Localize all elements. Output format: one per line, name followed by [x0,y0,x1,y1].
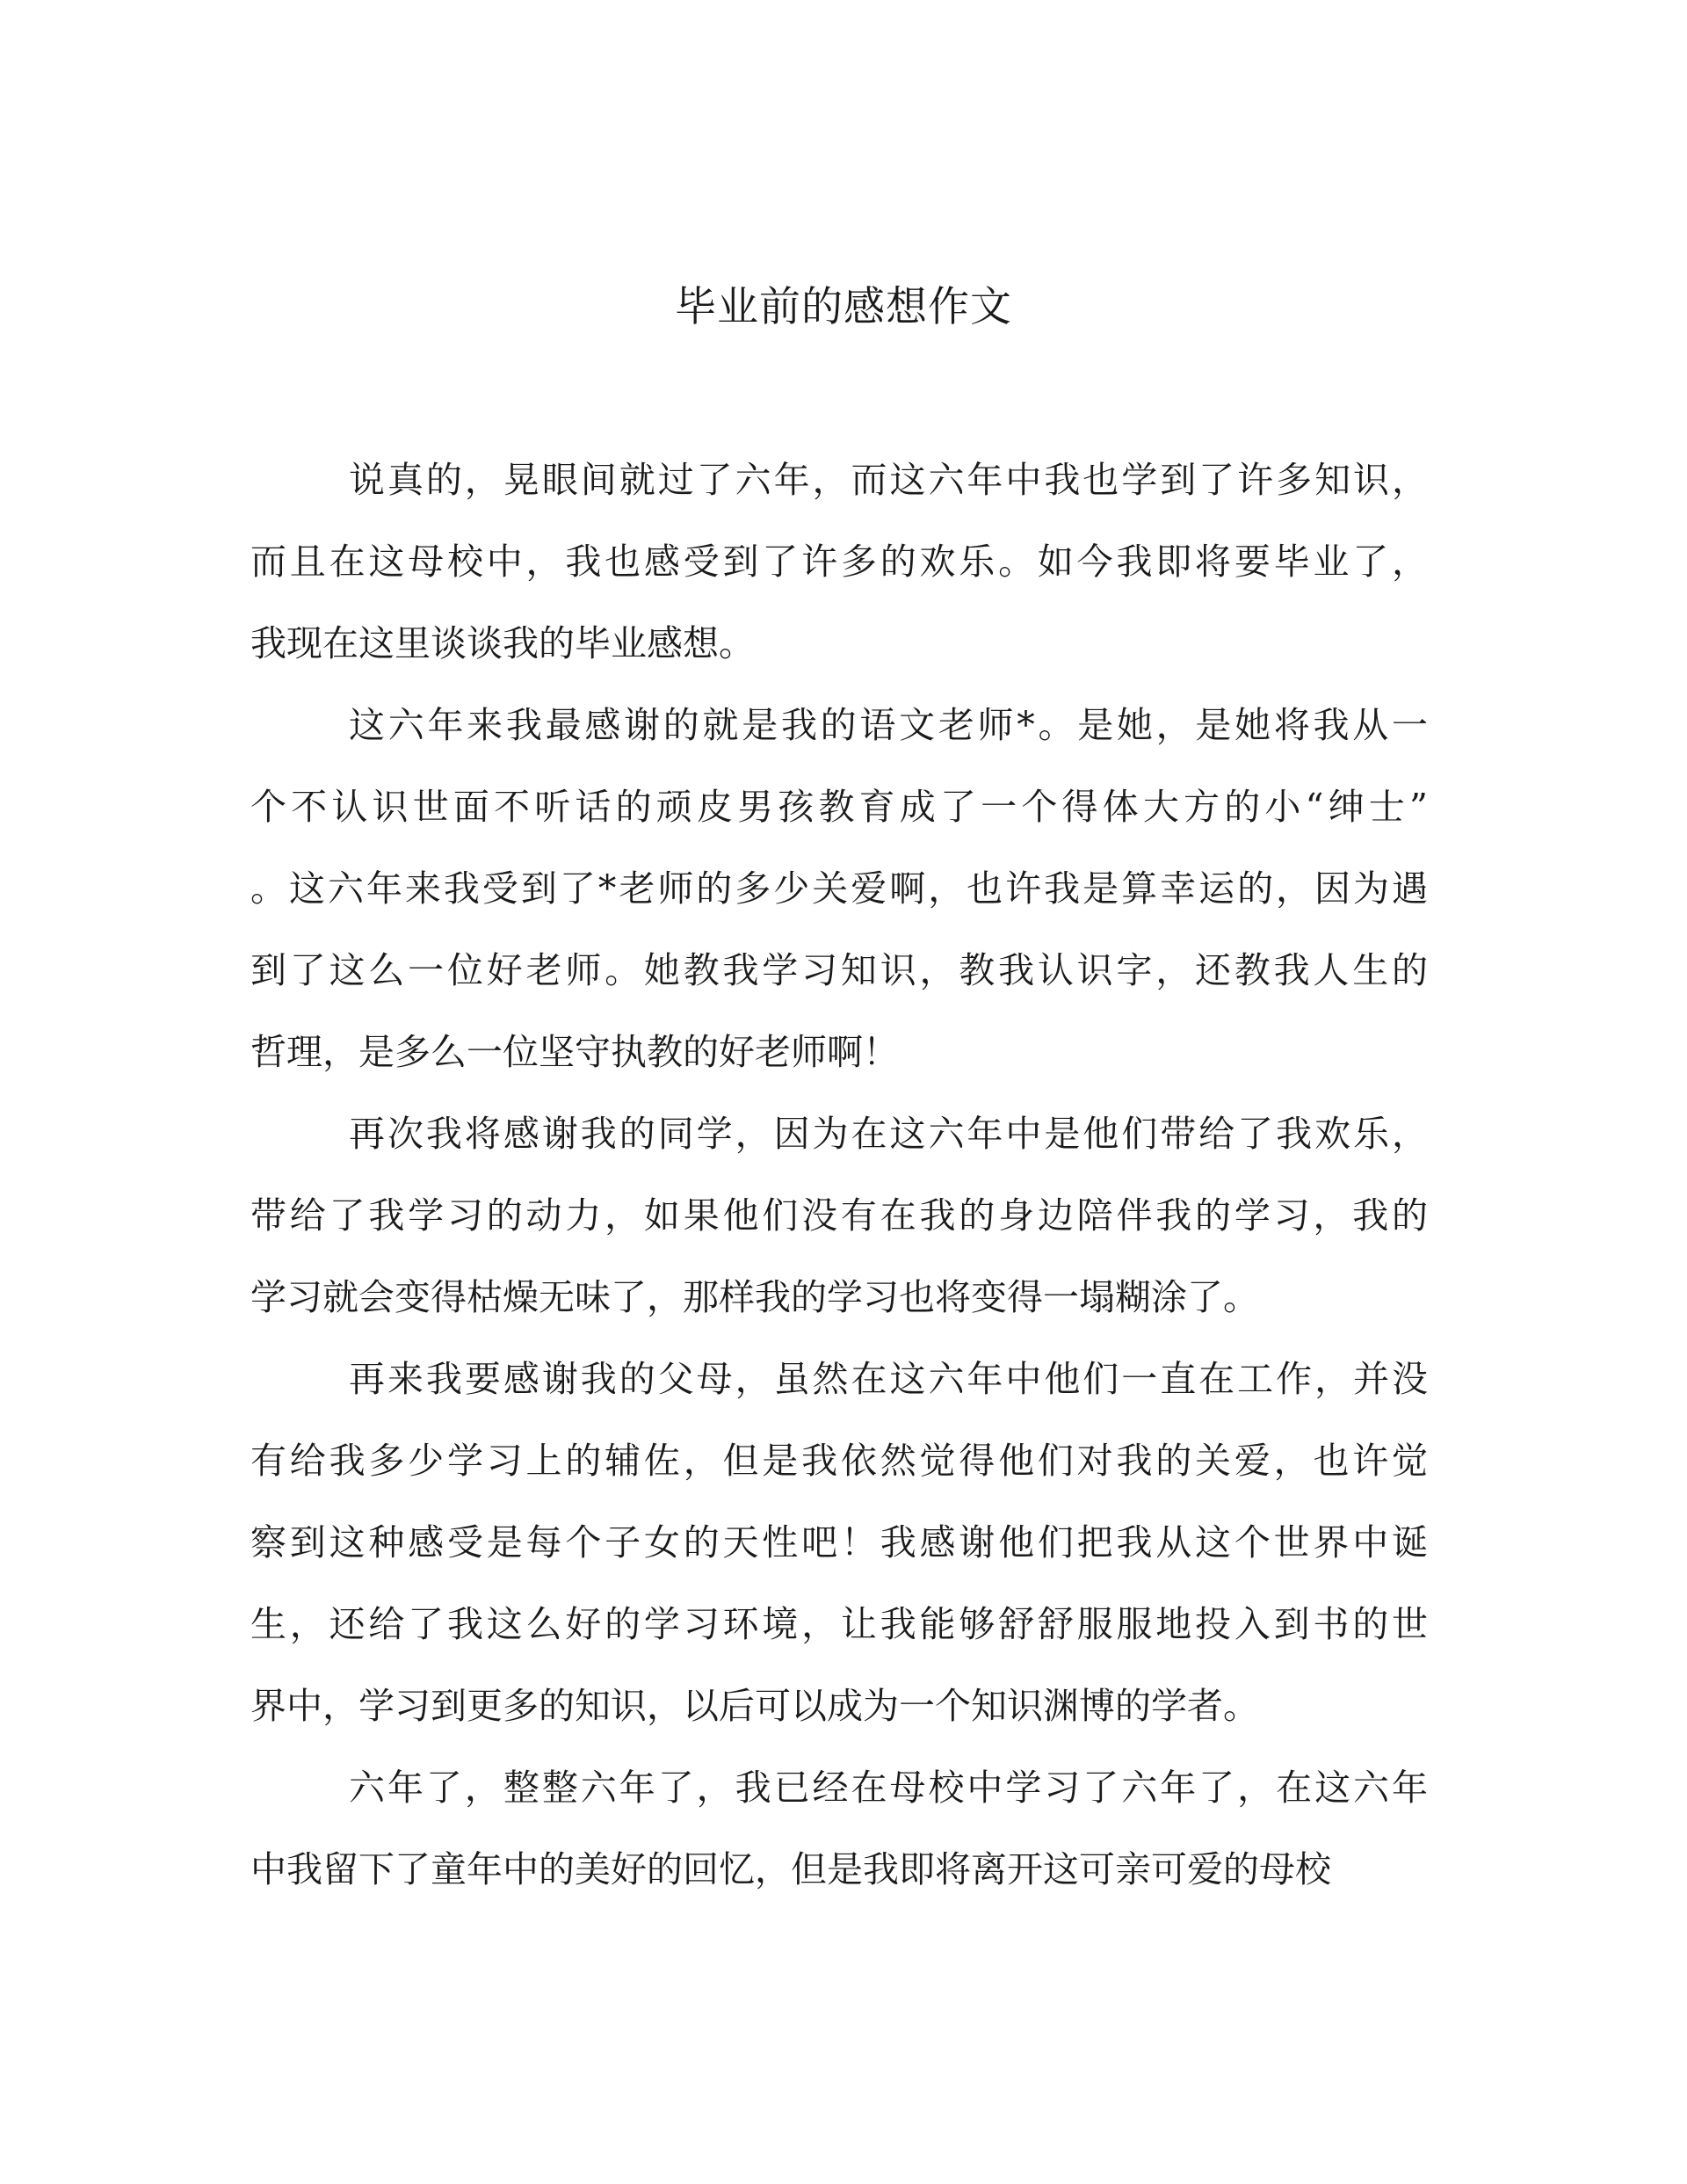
text-line: 到了这么一位好老师。她教我学习知识，教我认识字，还教我人生的 [250,949,1428,991]
text-line: 说真的，晃眼间就过了六年，而这六年中我也学到了许多知识， [349,459,1428,501]
text-line: 再次我将感谢我的同学，因为在这六年中是他们带给了我欢乐， [349,1113,1428,1155]
text-line: 哲理，是多么一位坚守执教的好老师啊！ [250,1031,899,1073]
text-line: 界中，学习到更多的知识，以后可以成为一个知识渊博的学者。 [250,1685,1259,1727]
text-line: 而且在这母校中，我也感受到了许多的欢乐。如今我即将要毕业了， [250,541,1428,583]
text-line: 生，还给了我这么好的学习环境，让我能够舒舒服服地投入到书的世 [250,1603,1428,1645]
paragraph [250,1339,1428,1747]
text-line: 。这六年来我受到了*老师的多少关爱啊，也许我是算幸运的，因为遇 [250,867,1428,910]
text-line: 六年了，整整六年了，我已经在母校中学习了六年了，在这六年 [349,1767,1428,1809]
document-body [250,439,1428,1911]
text-line: 再来我要感谢我的父母，虽然在这六年中他们一直在工作，并没 [349,1358,1428,1400]
text-line: 中我留下了童年中的美好的回忆，但是我即将离开这可亲可爱的母校 [250,1848,1331,1890]
text-line: 带给了我学习的动力，如果他们没有在我的身边陪伴我的学习，我的 [250,1194,1428,1237]
paragraph [250,439,1428,685]
text-line: 察到这种感受是每个子女的天性吧！我感谢他们把我从这个世界中诞 [250,1521,1428,1564]
text-line: 我现在这里谈谈我的毕业感想。 [250,622,755,664]
paragraph [250,1093,1428,1339]
text-line: 有给我多少学习上的辅佐，但是我依然觉得他们对我的关爱，也许觉 [250,1440,1428,1482]
text-line: 学习就会变得枯燥无味了，那样我的学习也将变得一塌糊涂了。 [250,1276,1259,1318]
paragraph [250,685,1428,1093]
document-title: 毕业前的感想作文 [675,283,1012,331]
text-line: 个不认识世面不听话的顽皮男孩教育成了一个得体大方的小“绅士” [250,786,1428,828]
text-line: 这六年来我最感谢的就是我的语文老师*。是她，是她将我从一 [349,704,1428,746]
paragraph [250,1747,1428,1911]
